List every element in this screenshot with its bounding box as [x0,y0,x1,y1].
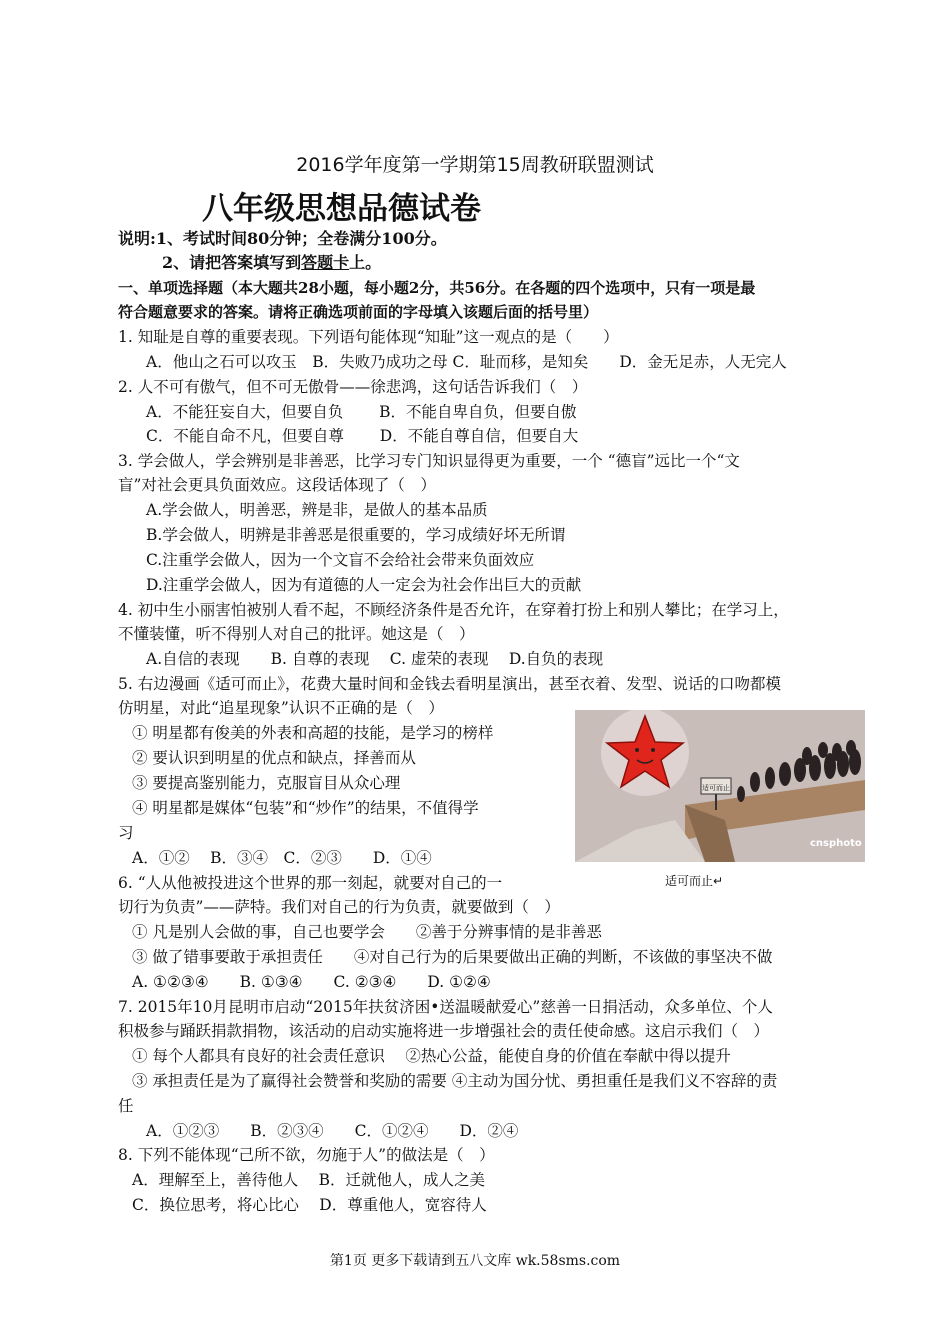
q5-statement: ④ 明星都是媒体“包装”和“炒作”的结果，不值得学 [132,799,479,817]
q7-stem: 7. 2015年10月昆明市启动“2015年扶贫济困•送温暖献爱心”慈善一日捐活动，众多单位、个人 [118,998,773,1016]
page-footer: 第1页 更多下载请到五八文库 wk.58sms.com [329,1253,621,1269]
cartoon-illustration [575,710,865,862]
cartoon-watermark: cnsphoto [810,838,862,849]
exam-subtitle: 2016学年度第一学期第15周教研联盟测试 [296,154,654,176]
q3-option: A.学会做人，明善恶，辨是非，是做人的基本品质 [146,501,488,519]
q2-option-row: C．不能自命不凡，但要自尊 D．不能自尊自信，但要自大 [146,427,579,445]
section1-line-1: 一、单项选择题（本大题共28小题，每小题2分，共56分。在各题的四个选项中，只有一项是最 [118,279,756,297]
q6-stem: 切行为负责”——萨特。我们对自己的行为负责，就要做到（ ） [118,898,560,916]
cartoon-caption: 适可而止↵ [665,874,724,888]
q5-stem: 5. 右边漫画《适可而止》，花费大量时间和金钱去看明星演出，甚至衣着、发型、说话的口吻都模 [118,675,781,693]
exam-title: 八年级思想品德试卷 [202,191,481,227]
q4-options: A.自信的表现 B. 自尊的表现 C. 虚荣的表现 D.自负的表现 [146,650,604,668]
q7-statement: ③ 承担责任是为了赢得社会赞誉和奖励的需要 ④主动为国分忧、勇担重任是我们义不容辞的责 [132,1072,778,1090]
notes-line-2: 2、请把答案填写到答题卡上。 [162,253,382,272]
q3-option: D.注重学会做人，因为有道德的人一定会为社会作出巨大的贡献 [146,576,582,594]
cartoon-image [575,710,865,862]
q5-stem: 仿明星，对此“追星现象”认识不正确的是（ ） [118,699,444,717]
q5-statement: ② 要认识到明星的优点和缺点，择善而从 [132,749,416,767]
section1-line-2: 符合题意要求的答案。请将正确选项前面的字母填入该题后面的括号里） [118,303,599,321]
q7-statement-continued: 任 [118,1097,134,1115]
q1-options: A．他山之石可以攻玉 B．失败乃成功之母 C．耻而移，是知矣 D．金无足赤，人无完人 [146,353,787,371]
notes-line-1: 说明:1、考试时间80分钟；全卷满分100分。 [118,229,447,248]
q3-stem: 盲”对社会更具负面效应。这段话体现了（ ） [118,476,436,494]
q2-stem: 2. 人不可有傲气，但不可无傲骨——徐悲鸿，这句话告诉我们（ ） [118,378,588,396]
q4-stem: 4. 初中生小丽害怕被别人看不起，不顾经济条件是否允许，在穿着打扮上和别人攀比；在学习上， [118,601,789,619]
q5-statement: ③ 要提高鉴别能力，克服盲目从众心理 [132,774,401,792]
q7-statement: ① 每个人都具有良好的社会责任意识 ②热心公益，能使自身的价值在奉献中得以提升 [132,1047,731,1065]
q7-options: A．①②③ B．②③④ C．①②④ D．②④ [146,1122,519,1140]
q7-stem: 积极参与踊跃捐款捐物，该活动的启动实施将进一步增强社会的责任使命感。这启示我们（ ） [118,1022,770,1040]
q3-option: B.学会做人，明辨是非善恶是很重要的，学习成绩好坏无所谓 [146,526,566,544]
q2-option-row: A．不能狂妄自大，但要自负 B．不能自卑自负，但要自傲 [146,403,577,421]
q6-stem: 6. “人从他被投进这个世界的那一刻起，就要对自己的一 [118,874,503,892]
q6-options: A. ①②③④ B. ①③④ C. ②③④ D. ①②④ [132,973,491,991]
cartoon-sign-text: 适可而止 [702,784,730,792]
q1-stem: 1. 知耻是自尊的重要表现。下列语句能体现“知耻”这一观点的是（ ） [118,328,619,346]
q8-stem: 8. 下列不能体现“己所不欲，勿施于人”的做法是（ ） [118,1146,495,1164]
q3-stem: 3. 学会做人，学会辨别是非善恶，比学习专门知识显得更为重要，一个 “德盲”远比一个“文 [118,452,740,470]
q6-statement: ① 凡是别人会做的事，自己也要学会 ②善于分辨事情的是非善恶 [132,923,602,941]
q5-statement-continued: 习 [118,824,134,842]
q8-option-row: A．理解至上，善待他人 B．迁就他人，成人之美 [132,1171,486,1189]
q6-statement: ③ 做了错事要敢于承担责任 ④对自己行为的后果要做出正确的判断，不该做的事坚决不做 [132,948,773,966]
q3-option: C.注重学会做人，因为一个文盲不会给社会带来负面效应 [146,551,535,569]
q5-options: A．①② B．③④ C．②③ D．①④ [132,849,432,867]
q5-statement: ① 明星都有俊美的外表和高超的技能，是学习的榜样 [132,724,494,742]
q4-stem: 不懂装懂，听不得别人对自己的批评。她这是（ ） [118,625,475,643]
q8-option-row: C．换位思考，将心比心 D．尊重他人，宽容待人 [132,1196,487,1214]
answer-card-underlined: 答题卡 [301,253,350,272]
